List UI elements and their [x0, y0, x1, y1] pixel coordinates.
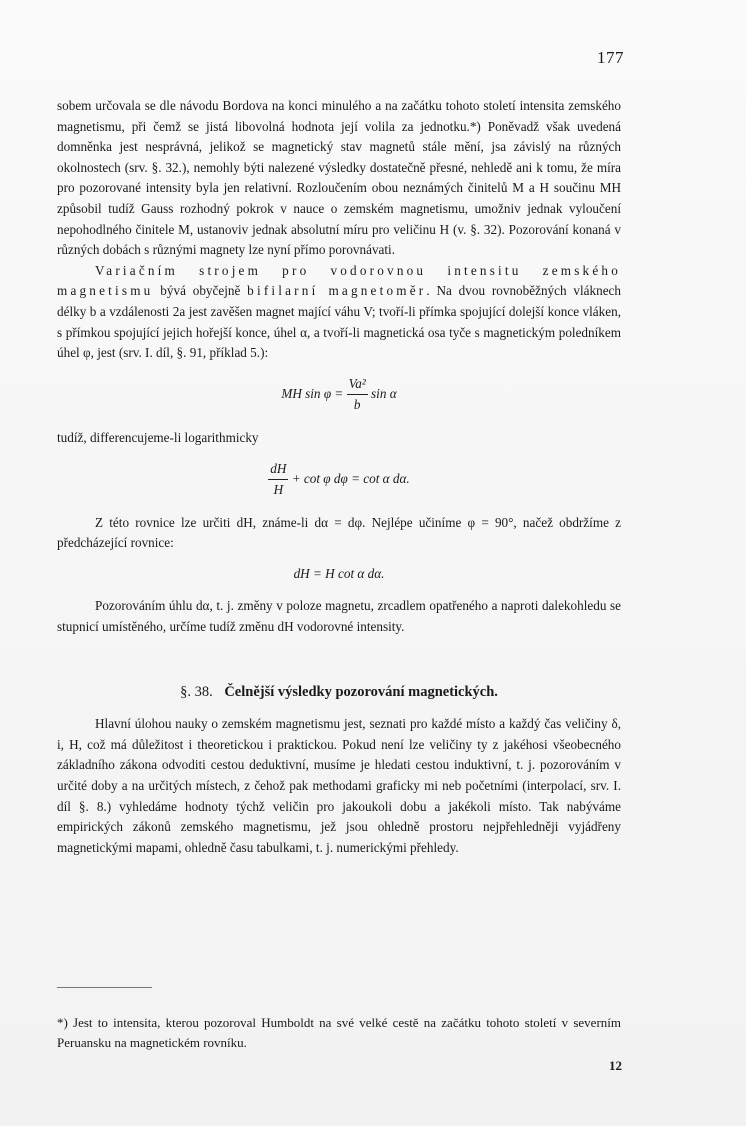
formula-2-fraction [268, 459, 288, 501]
paragraph-intro: sobem určovala se dle návodu Bordova na konci minulého a na začátku tohoto století intensita zemského magnetismu, při čemž se jistá libovolná hodnota její volila za jednotku.*) Poněvadž však uvedená domněnka jest nesprávná, jelikož se magnetický stav magnetů stále mění, jsa závislý na různých okolnostech (srv. §. 32.), nemohly býti nalezené výsledky dostatečně přesné, nehledě ani k tomu, že míra pro pozorované intensity byla jen relativní. Rozloučením obou neznámých činitelů M a H součinu MH způsobil tudíž Gauss rozhodný pokrok v nauce o zemském magnetismu, umožniv jednak vyloučení nepohodlného činitele M, ustanoviv jednak absolutní míru pro veličinu H (v. §. 32). Pozorování konaná v různých dobách s různými magnety lze nyní přímo porovnávati. [57, 98, 621, 258]
text-span: . Na dvou rovnoběžných vláknech délky b a vzdálenosti 2a jest zavěšen magnet mající váhu V; tvoří-li přímka spojující dolejší konce vláken, s přímkou spojující jejich hořejší konce, úhel α, a tvoří-li magnetická osa tyče s magnetickým poledníkem úhel φ, jest (srv. I. díl, §. 91, příklad 5.): [57, 283, 621, 361]
formula-2-rest: + cot φ dφ = cot α dα. [291, 470, 410, 486]
formula-3: dH = H cot α dα. [293, 565, 385, 581]
paragraph-pozorovani: Pozorováním úhlu dα, t. j. změny v poloze magnetu, zrcadlem opatřeného a naproti dalekohledu se stupnicí umístěného, určíme tudíž změnu dH vodorovné intensity. [57, 598, 621, 635]
formula-1-denominator: b [353, 397, 361, 413]
spaced-phrase: Variačním strojem pro vodorovnou intensitu zemského magnetismu [57, 262, 621, 299]
page-content [57, 96, 621, 858]
footnote: *) Jest to intensita, kterou pozoroval Humboldt na své velké cestě na začátku tohoto století v severním Peruansku na magnetickém rovníku. [57, 1015, 621, 1050]
formula-1-fraction [347, 374, 368, 416]
section-number: §. 38. [180, 683, 213, 700]
printer-signature: 12 [609, 1058, 622, 1073]
formula-1-numerator: Va² [347, 374, 368, 396]
paragraph-rovnice: Z této rovnice lze určiti dH, známe-li dα = dφ. Nejlépe učiníme φ = 90°, načež obdržíme z předcházející rovnice: [57, 514, 621, 551]
formula-1 [57, 374, 621, 416]
page-number: 177 [597, 48, 624, 67]
section-heading [57, 682, 621, 703]
section-title: Čelnější výsledky pozorování magnetických. [224, 683, 498, 700]
text-span: bývá obyčejně [153, 283, 248, 299]
formula-1-left: MH sin φ = [281, 385, 344, 401]
formula-2-numerator: dH [268, 459, 288, 481]
formula-1-right: sin α [371, 385, 397, 401]
spaced-phrase: bifilarní magnetoměr [247, 283, 427, 299]
formula-2 [57, 459, 621, 501]
paragraph-bifilar [57, 261, 621, 364]
line-tudiz: tudíž, differencujeme-li logarithmicky [57, 429, 259, 445]
formula-2-denominator: H [273, 482, 284, 498]
footnote-divider [57, 987, 152, 988]
paragraph-section: Hlavní úlohou nauky o zemském magnetismu jest, seznati pro každé místo a každý čas veličiny δ, i, H, což má důležitost i theoretickou i praktickou. Pokud není lze veličiny ty z jakéhosi všeobecného základního zákona odvoditi cestou deduktivní, musíme je hledati cestou induktivní, t. j. pozorováním v určité doby a na určitých místech, z čehož pak methodami graficky mi neb početními (interpolací, srv. I. díl §. 8.) vyhledáme hodnoty týchž veličin pro jakoukoli dobu a jakékoli místo. Tak nabýváme empirických zákonů zemského magnetismu, jež jsou ohledně prostoru nejpřehledněji vyjádřeny magnetickými mapami, ohledně času tabulkami, t. j. numerickými přehledy. [57, 716, 621, 855]
section-gap [57, 638, 621, 682]
